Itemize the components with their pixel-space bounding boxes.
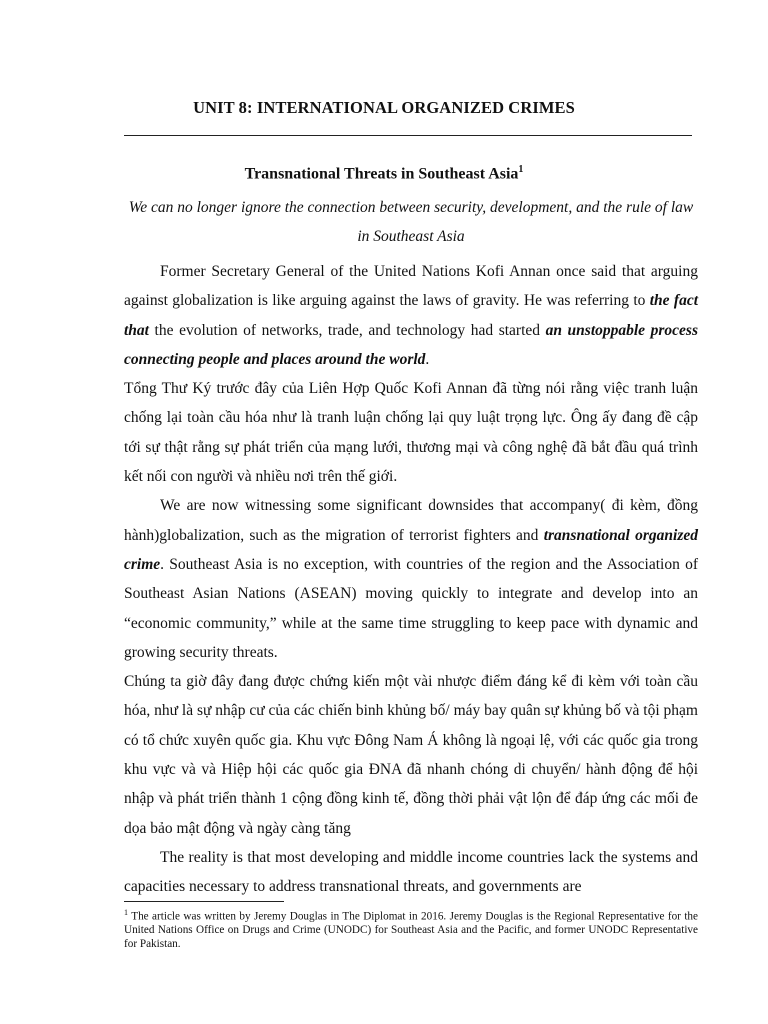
emphasis-process: an unstoppable process connecting people and places around the world xyxy=(124,321,698,368)
emphasis-crime: transnational organized crime xyxy=(124,526,698,573)
emphasis-fact: the fact that xyxy=(124,292,699,339)
unit-title: UNIT 8: INTERNATIONAL ORGANIZED CRIMES xyxy=(193,98,575,117)
article-body xyxy=(124,257,698,902)
footnote-mark: 1 xyxy=(124,908,128,917)
paragraph-1 xyxy=(124,257,698,374)
paragraph-1-text-c: . xyxy=(425,350,430,368)
paragraph-2-text-b: . Southeast Asia is no exception, with countries of the region and the Association of Southeast Asian Nations (ASEAN) moving quickly to integrate and develop into an “economic community,” while at the same time struggling to keep pace with dynamic and growing security threats. xyxy=(124,555,698,661)
paragraph-3: The reality is that most developing and middle income countries lack the systems and capacities necessary to address transnational threats, and governments are xyxy=(124,848,698,896)
footnote xyxy=(124,906,698,951)
paragraph-2-text-a: We are now witnessing some significant downsides that accompany( đi kèm, đồng hành)globalization, such as the migration of terrorist fighters and xyxy=(124,497,698,544)
footnote-reference: 1 xyxy=(518,164,524,175)
paragraph-1-text-b: the evolution of networks, trade, and technology had started xyxy=(148,321,546,339)
article-title xyxy=(0,164,768,183)
paragraph-2 xyxy=(124,491,698,667)
paragraph-1-translation: Tổng Thư Ký trước đây của Liên Hợp Quốc Kofi Annan đã từng nói rằng việc tranh luận chống lại toàn cầu hóa như là tranh luận chống lại quy luật trọng lực. Ông ấy đang đề cập tới sự thật rằng sự phát triển của mạng lưới, thương mại và công nghệ đã bắt đầu quá trình kết nối con người và nhiều nơi trên thế giới. xyxy=(124,380,698,486)
title-divider xyxy=(124,135,692,136)
footnote-divider xyxy=(124,901,284,902)
paragraph-1-text-a: Former Secretary General of the United Nations Kofi Annan once said that arguing against globalization is like arguing against the laws of gravity. He was referring to xyxy=(124,263,698,310)
article-subtitle: We can no longer ignore the connection between security, development, and the rule of law in Southeast Asia xyxy=(128,199,694,245)
article-title-text: Transnational Threats in Southeast Asia xyxy=(244,165,519,183)
footnote-text: The article was written by Jeremy Douglas in The Diplomat in 2016. Jeremy Douglas is the Regional Representative for the United Nations Office on Drugs and Crime (UNODC) for Southeast Asia and the Pacific, and former UNODC Representative for Pakistan. xyxy=(124,910,698,950)
paragraph-2-translation: Chúng ta giờ đây đang được chứng kiến một vài nhược điểm đáng kể đi kèm với toàn cầu hóa, như là sự nhập cư của các chiến binh khủng bố/ máy bay quân sự khủng bố và tội phạm có tổ chức xuyên quốc gia. Khu vực Đông Nam Á không là ngoại lệ, với các quốc gia trong khu vực và và Hiệp hội các quốc gia ĐNA đã nhanh chóng di chuyển/ hành động để hội nhập và phát triển thành 1 cộng đồng kinh tế, đồng thời phải vật lộn để đáp ứng các mối đe dọa bảo mật động và ngày càng tăng xyxy=(124,673,698,837)
